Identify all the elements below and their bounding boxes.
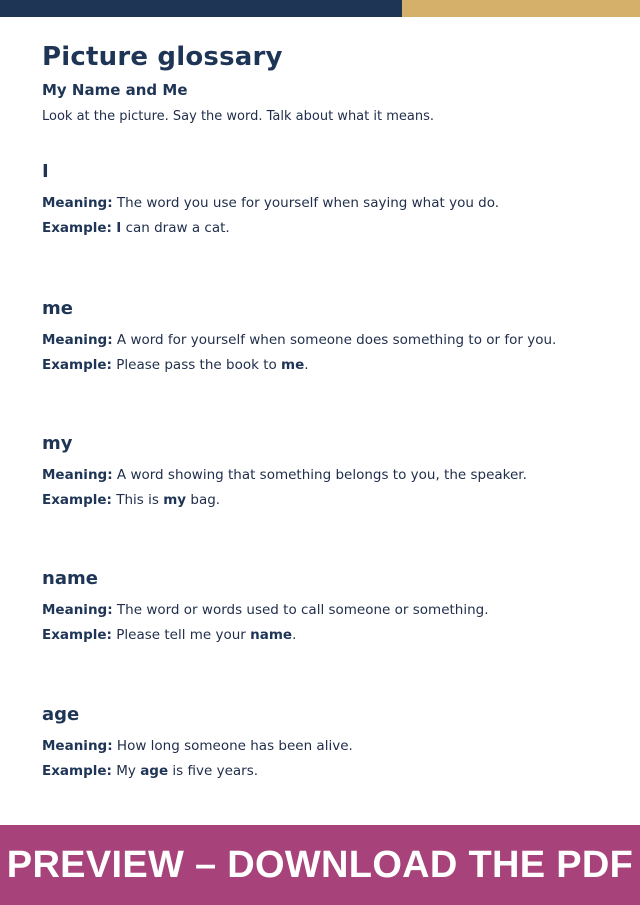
- top-accent-bar: [0, 0, 640, 17]
- meaning-label: Meaning:: [42, 195, 113, 211]
- page-title: Picture glossary: [42, 42, 283, 72]
- download-pdf-banner-text: PREVIEW – DOWNLOAD THE PDF: [6, 843, 634, 886]
- example-text-after: .: [292, 627, 297, 643]
- glossary-entry: [42, 160, 602, 237]
- meaning-line: [42, 194, 602, 212]
- meaning-text: A word showing that something belongs to you, the speaker.: [116, 467, 527, 483]
- example-line: [42, 356, 602, 374]
- example-text-after: bag.: [186, 492, 221, 508]
- example-text-before: This is: [116, 492, 164, 508]
- example-text-after: is five years.: [168, 763, 259, 779]
- glossary-word: me: [42, 298, 73, 319]
- glossary-word: age: [42, 704, 80, 725]
- glossary-entry: [42, 432, 602, 509]
- glossary-word: name: [42, 568, 98, 589]
- example-keyword: me: [281, 357, 305, 373]
- meaning-label: Meaning:: [42, 332, 113, 348]
- example-line: [42, 762, 602, 780]
- example-label: Example:: [42, 763, 112, 779]
- meaning-text: The word you use for yourself when saying what you do.: [116, 195, 500, 211]
- glossary-word: I: [42, 161, 49, 182]
- meaning-label: Meaning:: [42, 602, 113, 618]
- top-bar-gold-segment: [402, 0, 640, 17]
- meaning-line: [42, 737, 602, 755]
- meaning-label: Meaning:: [42, 738, 113, 754]
- example-line: [42, 491, 602, 509]
- meaning-text: A word for yourself when someone does something to or for you.: [116, 332, 557, 348]
- example-keyword: name: [250, 627, 293, 643]
- meaning-text: The word or words used to call someone or something.: [116, 602, 489, 618]
- example-line: [42, 626, 602, 644]
- example-text-before: Please tell me your: [116, 627, 251, 643]
- top-bar-navy-segment: [0, 0, 402, 17]
- meaning-line: [42, 331, 602, 349]
- meaning-line: [42, 466, 602, 484]
- glossary-word: my: [42, 433, 73, 454]
- meaning-label: Meaning:: [42, 467, 113, 483]
- glossary-entry: [42, 567, 602, 644]
- example-label: Example:: [42, 357, 112, 373]
- meaning-line: [42, 601, 602, 619]
- instructions-text: Look at the picture. Say the word. Talk about what it means.: [42, 109, 434, 124]
- page-subtitle: My Name and Me: [42, 81, 188, 99]
- example-label: Example:: [42, 492, 112, 508]
- download-pdf-banner[interactable]: [0, 825, 640, 905]
- example-line: [42, 219, 602, 237]
- meaning-text: How long someone has been alive.: [116, 738, 353, 754]
- glossary-entry: [42, 297, 602, 374]
- example-keyword: I: [116, 220, 122, 236]
- example-label: Example:: [42, 627, 112, 643]
- example-keyword: age: [140, 763, 169, 779]
- example-label: Example:: [42, 220, 112, 236]
- example-text-after: can draw a cat.: [121, 220, 230, 236]
- example-text-after: .: [304, 357, 309, 373]
- glossary-entry: [42, 703, 602, 780]
- example-text-before: My: [116, 763, 141, 779]
- example-text-before: Please pass the book to: [116, 357, 282, 373]
- example-keyword: my: [163, 492, 187, 508]
